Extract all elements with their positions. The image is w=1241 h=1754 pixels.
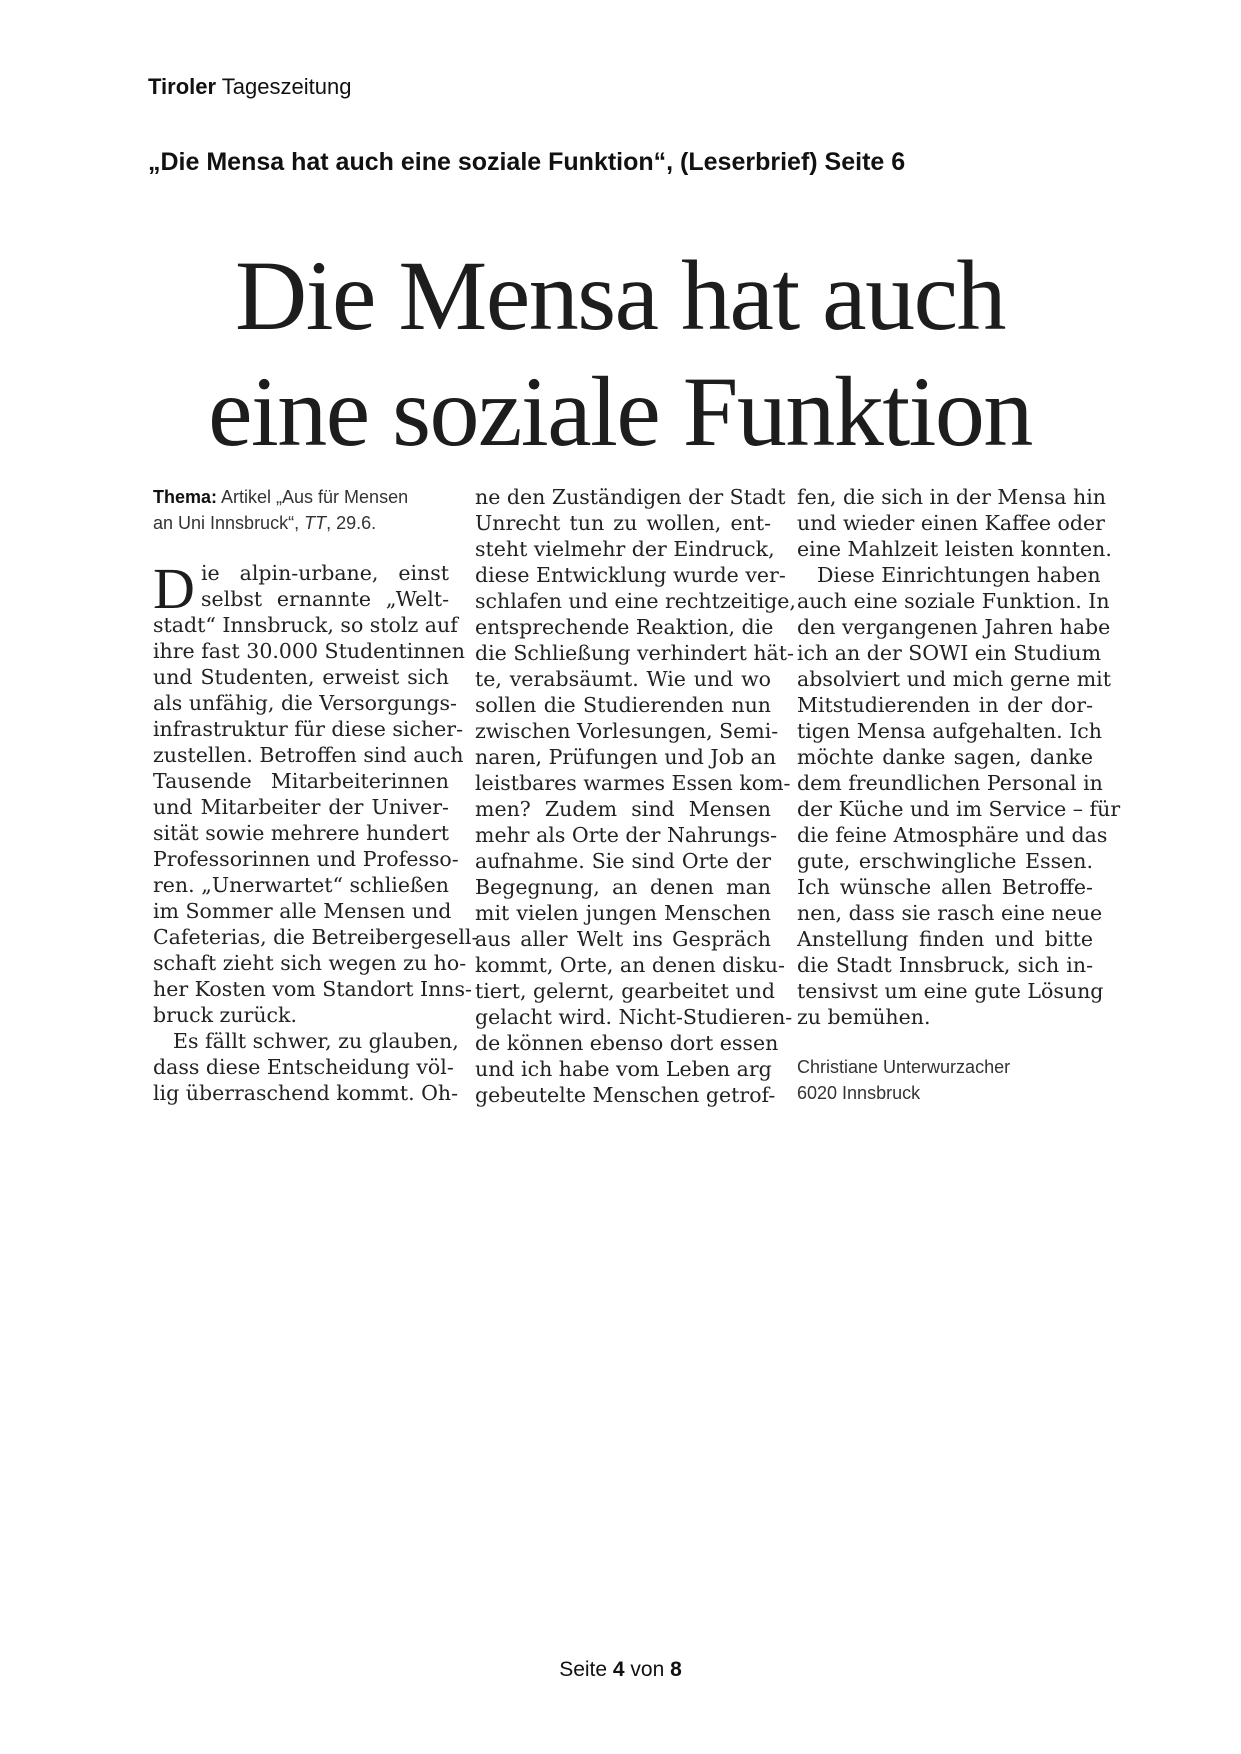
article-line: schaft zieht sich wegen zu ho-	[153, 951, 467, 975]
article-line: Diese Einrichtungen haben	[817, 563, 1101, 587]
article-line: diese Entwicklung wurde ver-	[475, 563, 786, 587]
article-line: und ich habe vom Leben arg	[475, 1057, 772, 1081]
article-line: Es fällt schwer, zu glauben,	[173, 1029, 459, 1053]
article-line: lig überraschend kommt. Oh-	[153, 1081, 459, 1105]
column-1	[153, 484, 479, 1106]
article-line: fen, die sich in der Mensa hin	[797, 485, 1106, 509]
article-line: kommt, Orte, an denen disku-	[475, 953, 785, 977]
spacer	[153, 536, 449, 560]
article-line: steht vielmehr der Eindruck,	[475, 537, 775, 561]
article-line: mit vielen jungen Menschen	[475, 901, 771, 925]
article-line: eine Mahlzeit leisten konnten.	[797, 537, 1112, 561]
column-1-body	[153, 556, 479, 1106]
article-line: absolviert und mich gerne mit	[797, 667, 1111, 691]
article-line: tiert, gelernt, gearbeitet und	[475, 979, 775, 1003]
article-line: zu bemühen.	[797, 1005, 931, 1029]
article-line: gebeutelte Menschen getrof-	[475, 1083, 776, 1107]
article-line: sollen die Studierenden nun	[475, 693, 771, 717]
signature	[797, 1054, 1093, 1106]
article-line: zustellen. Betroffen sind auch	[153, 743, 464, 767]
article-line: nen, dass sie rasch eine neue	[797, 901, 1103, 925]
article-line: men? Zudem sind Mensen	[475, 797, 771, 821]
theme-note	[153, 484, 449, 536]
article-line: Anstellung finden und bitte	[797, 927, 1093, 951]
drop-cap: D	[153, 556, 195, 621]
article-line: die Schließung verhindert hät-	[475, 641, 794, 665]
source-header	[148, 74, 351, 100]
signature-place: 6020 Innsbruck	[797, 1083, 921, 1103]
article-line: schlafen und eine rechtzeitige,	[475, 589, 796, 613]
article-line: sität sowie mehrere hundert	[153, 821, 449, 845]
column-2-lines	[475, 484, 796, 1108]
article-line: Mitstudierenden in der dor-	[797, 693, 1093, 717]
article-line: und wieder einen Kaffee oder	[797, 511, 1105, 535]
article-line: dass diese Entscheidung völ-	[153, 1055, 454, 1079]
article-line: ren. „Unerwartet“ schließen	[153, 873, 449, 897]
article-line: und Studenten, erweist sich	[153, 665, 449, 689]
article-line: die feine Atmosphäre und das	[797, 823, 1108, 847]
article-line: gelacht wird. Nicht-Studieren-	[475, 1005, 793, 1029]
theme-source: TT	[304, 513, 327, 533]
article-line: tigen Mensa aufgehalten. Ich	[797, 719, 1102, 743]
article-line: tensivst um eine gute Lösung	[797, 979, 1104, 1003]
column-1-lines	[153, 556, 479, 1106]
article-line: dem freundlichen Personal in	[797, 771, 1103, 795]
article-line: Professorinnen und Professo-	[153, 847, 459, 871]
document-title: „Die Mensa hat auch eine soziale Funktion“, (Leserbrief) Seite 6	[148, 148, 906, 176]
article-line: ne den Zuständigen der Stadt	[475, 485, 786, 509]
theme-text-1: Artikel „Aus für Mensen	[217, 487, 409, 507]
article-line: stadt“ Innsbruck, so stolz auf	[153, 613, 458, 637]
theme-line-1	[153, 484, 449, 510]
article-line: als unfähig, die Versorgungs-	[153, 691, 457, 715]
theme-text-2: an Uni Innsbruck“,	[153, 513, 305, 533]
theme-date: , 29.6.	[326, 513, 377, 533]
article-line: ihre fast 30.000 Studentinnen	[153, 639, 466, 663]
article-line: gute, erschwingliche Essen.	[797, 849, 1093, 873]
article-line: im Sommer alle Mensen und	[153, 899, 452, 923]
article-line: de können ebenso dort essen	[475, 1031, 779, 1055]
source-brand-bold: Tiroler	[148, 74, 217, 99]
signature-name: Christiane Unterwurzacher	[797, 1057, 1011, 1077]
article-line: te, verabsäumt. Wie und wo	[475, 667, 771, 691]
article-line: infrastruktur für diese sicher-	[153, 717, 464, 741]
article-line: Cafeterias, die Betreibergesell-	[153, 925, 479, 949]
source-brand-rest: Tageszeitung	[216, 74, 352, 99]
theme-line-2	[153, 510, 449, 536]
column-3	[797, 484, 1121, 1106]
page-footer	[0, 1658, 1241, 1682]
article-line: Begegnung, an denen man	[475, 875, 771, 899]
article-line: aufnahme. Sie sind Orte der	[475, 849, 771, 873]
article-line: Ich wünsche allen Betroffe-	[797, 875, 1093, 899]
article-columns	[153, 484, 1121, 1107]
article-line: Tausende Mitarbeiterinnen	[153, 769, 449, 793]
footer-middle: von	[624, 1658, 671, 1681]
article-line: der Küche und im Service – für	[797, 797, 1121, 821]
article-line: her Kosten vom Standort Inns-	[153, 977, 472, 1001]
article-line: selbst ernannte „Welt-	[201, 587, 449, 611]
article-line: ie alpin-urbane, einst	[201, 561, 449, 585]
article-line: möchte danke sagen, danke	[797, 745, 1093, 769]
headline-line-2: eine soziale Funktion	[208, 356, 1032, 467]
column-2	[475, 484, 796, 1108]
headline-line-1: Die Mensa hat auch	[235, 240, 1005, 351]
footer-prefix: Seite	[559, 1658, 613, 1681]
article-line: bruck zurück.	[153, 1003, 297, 1027]
article-line: naren, Prüfungen und Job an	[475, 745, 777, 769]
footer-total-pages: 8	[670, 1658, 682, 1681]
article-line: ich an der SOWI ein Studium	[797, 641, 1102, 665]
article-line: leistbares warmes Essen kom-	[475, 771, 791, 795]
article-line: und Mitarbeiter der Univer-	[153, 795, 449, 819]
article-line: entsprechende Reaktion, die	[475, 615, 774, 639]
article-headline	[150, 238, 1090, 470]
spacer	[797, 1030, 1093, 1054]
article-line: den vergangenen Jahren habe	[797, 615, 1111, 639]
footer-page-number: 4	[612, 1658, 625, 1681]
article-line: mehr als Orte der Nahrungs-	[475, 823, 778, 847]
column-3-lines	[797, 484, 1121, 1030]
article-line: aus aller Welt ins Gespräch	[475, 927, 771, 951]
article-line: zwischen Vorlesungen, Semi-	[475, 719, 779, 743]
article-line: Unrecht tun zu wollen, ent-	[475, 511, 771, 535]
article-line: auch eine soziale Funktion. In	[797, 589, 1110, 613]
article-line: die Stadt Innsbruck, sich in-	[797, 953, 1093, 977]
theme-label: Thema:	[153, 487, 218, 507]
